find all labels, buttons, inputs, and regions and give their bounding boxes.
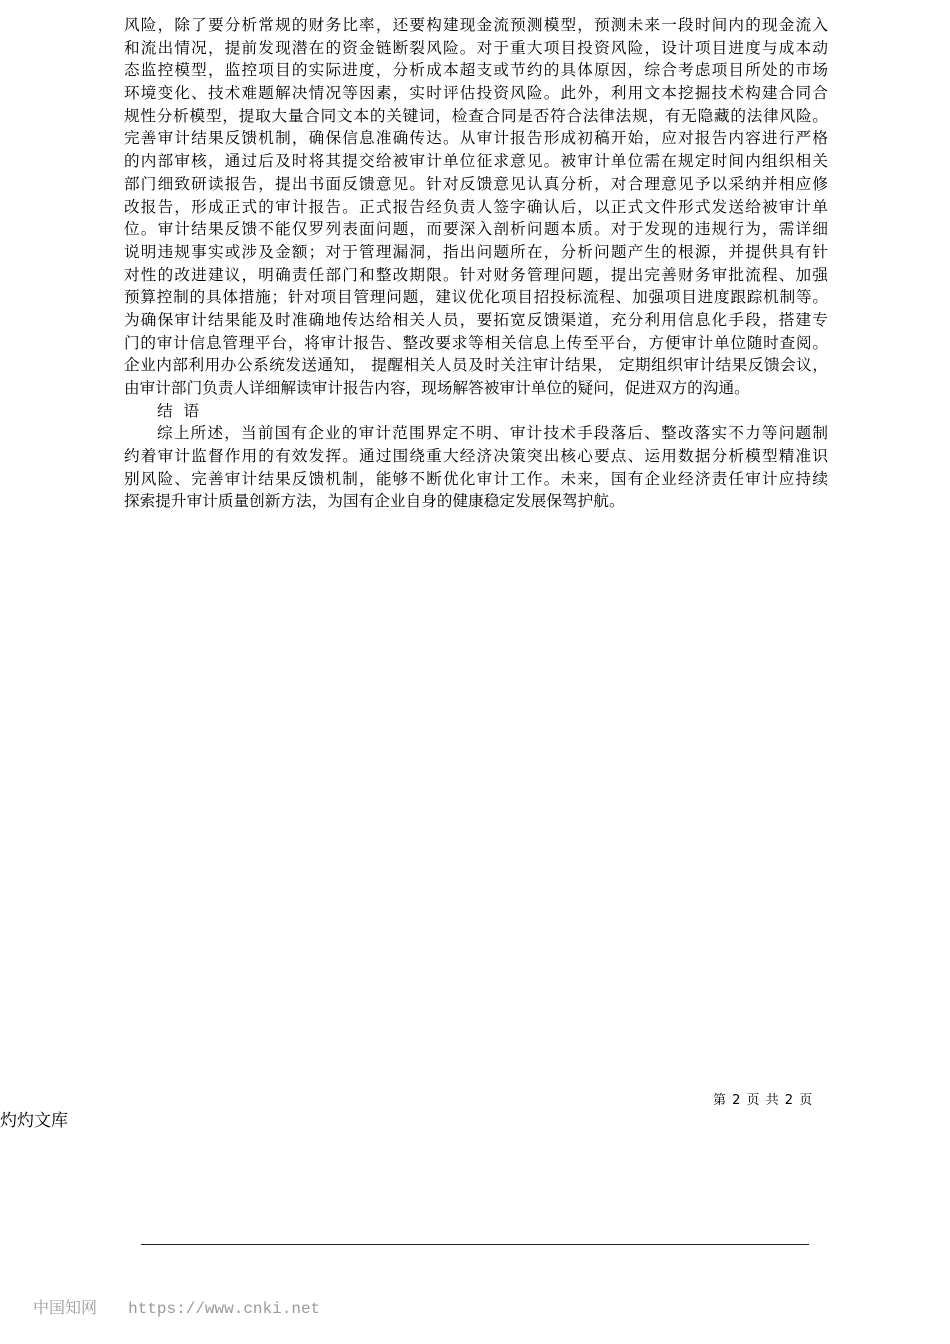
body-line: 改报告，形成正式的审计报告。正式报告经负责人签字确认后，以正式文件形式发送给被审计单 <box>124 197 828 216</box>
body-line: 预算控制的具体措施；针对项目管理问题，建议优化项目招投标流程、加强项目进度跟踪机制等。 <box>124 288 828 307</box>
body-line: 和流出情况，提前发现潜在的资金链断裂风险。对于重大项目投资风险，设计项目进度与成本动 <box>124 38 828 57</box>
cnki-url-link[interactable]: https://www.cnki.net <box>128 1300 321 1318</box>
body-line: 的内部审核，通过后及时将其提交给被审计单位征求意见。被审计单位需在规定时间内组织相关 <box>124 152 828 171</box>
body-line: 态监控模型，监控项目的实际进度，分析成本超支或节约的具体原因，综合考虑项目所处的市场 <box>124 61 828 80</box>
footer-divider <box>141 1244 809 1245</box>
conclusion-line: 综上所述，当前国有企业的审计范围界定不明、审计技术手段落后、整改落实不力等问题制 <box>157 424 828 443</box>
body-line: 由审计部门负责人详细解读审计报告内容，现场解答被审计单位的疑问，促进双方的沟通。 <box>124 379 750 397</box>
cnki-footer <box>33 1295 320 1318</box>
body-line: 环境变化、技术难题解决情况等因素，实时评估投资风险。此外，利用文本挖掘技术构建合同合 <box>124 84 828 103</box>
body-line: 位。审计结果反馈不能仅罗列表面问题，而要深入剖析问题本质。对于发现的违规行为，需详细 <box>124 220 828 239</box>
document-body <box>124 14 828 513</box>
conclusion-line: 别风险、完善审计结果反馈机制，能够不断优化审计工作。未来，国有企业经济责任审计应持续 <box>124 469 828 488</box>
body-line: 对性的改进建议，明确责任部门和整改期限。针对财务管理问题，提出完善财务审批流程、加强 <box>124 265 828 284</box>
conclusion-line: 探索提升审计质量创新方法，为国有企业自身的健康稳定发展保驾护航。 <box>124 492 625 511</box>
body-line: 说明违规事实或涉及金额；对于管理漏洞，指出问题所在，分析问题产生的根源，并提供具有针 <box>124 242 828 261</box>
body-line: 完善审计结果反馈机制，确保信息准确传达。从审计报告形成初稿开始，应对报告内容进行严格 <box>124 129 828 148</box>
conclusion-line: 约着审计监督作用的有效发挥。通过围绕重大经济决策突出核心要点、运用数据分析模型精准识 <box>124 447 828 466</box>
conclusion-heading: 结 语 <box>157 401 203 420</box>
body-line: 门的审计信息管理平台，将审计报告、整改要求等相关信息上传至平台，方便审计单位随时查阅。 <box>124 333 828 352</box>
body-line: 风险，除了要分析常规的财务比率，还要构建现金流预测模型，预测未来一段时间内的现金流入 <box>124 16 828 34</box>
body-line: 为确保审计结果能及时准确地传达给相关人员，要拓宽反馈渠道，充分利用信息化手段，搭建专 <box>124 310 828 329</box>
body-line: 部门细致研读报告，提出书面反馈意见。针对反馈意见认真分析，对合理意见予以采纳并相应修 <box>124 174 828 193</box>
page-number: 第 2 页 共 2 页 <box>713 1093 814 1108</box>
library-watermark: 灼灼文库 <box>0 1111 68 1131</box>
body-line: 企业内部利用办公系统发送通知， 提醒相关人员及时关注审计结果， 定期组织审计结果反馈会议， <box>124 356 828 375</box>
cnki-name: 中国知网 <box>33 1298 98 1317</box>
body-line: 规性分析模型，提取大量合同文本的关键词，检查合同是否符合法律法规，有无隐藏的法律风险。 <box>124 106 828 125</box>
